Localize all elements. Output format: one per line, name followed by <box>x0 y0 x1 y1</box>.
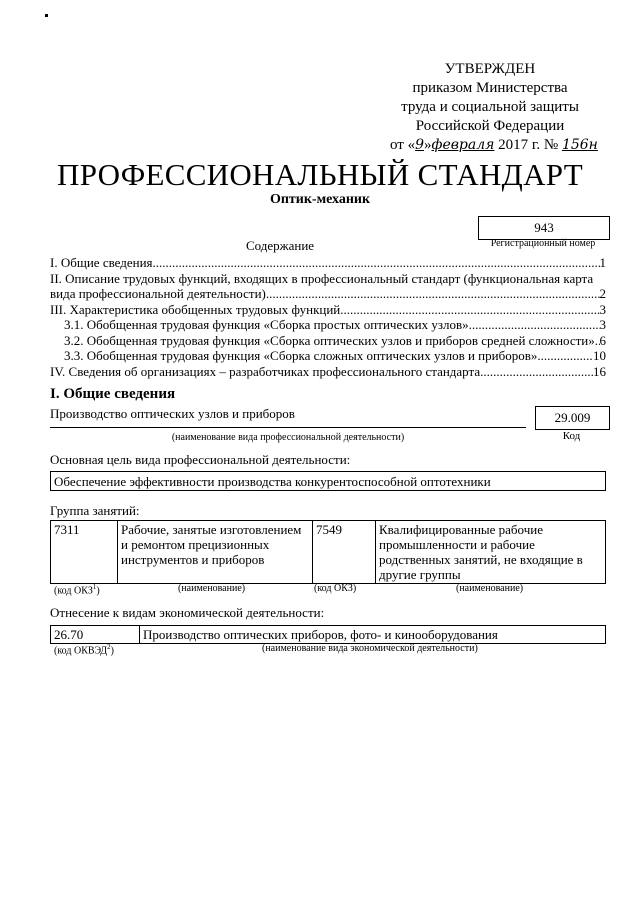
footnote-mark: 2 <box>107 643 111 651</box>
document-subtitle: Оптик-механик <box>269 192 371 207</box>
occupation-group-table <box>50 520 606 584</box>
okved-label: Отнесение к видам экономической деятельности: <box>50 605 325 620</box>
toc-item-page: 1 <box>599 255 606 270</box>
toc-leader <box>153 255 600 271</box>
registration-number-box: 943 <box>478 216 610 240</box>
caption-text: (код ОКЗ <box>54 585 93 597</box>
caption-text: (код ОКВЭД <box>54 645 108 657</box>
order-number-handwritten: 156н <box>561 137 598 153</box>
toc-item-page: 6 <box>599 332 606 348</box>
okved-code-caption <box>54 643 114 656</box>
okz-code-caption: (код ОКЗ) <box>314 583 357 594</box>
okved-table <box>50 625 606 644</box>
toc-item[interactable] <box>50 271 606 287</box>
okved-name-caption: (наименование вида экономической деятельности) <box>262 643 478 654</box>
approval-line-4: Российской Федерации <box>415 118 565 134</box>
toc-item[interactable] <box>50 364 606 380</box>
activity-underline <box>50 427 526 428</box>
occupation-group-label: Группа занятий: <box>50 503 140 518</box>
toc-item-text: III. Характеристика обобщенных трудовых функций <box>50 301 341 317</box>
toc-item-text: IV. Сведения об организациях – разработчиках профессионального стандарта <box>50 363 481 379</box>
toc-item-text: II. Описание трудовых функций, входящих в профессиональный стандарт (функциональная карта <box>50 270 594 286</box>
goal-box: Обеспечение эффективности производства конкурентоспособной оптотехники <box>50 471 606 491</box>
toc-item-text: 3.1. Обобщенная трудовая функция «Сборка простых оптических узлов» <box>64 317 469 332</box>
toc-item[interactable] <box>50 302 606 318</box>
toc-item[interactable] <box>50 255 606 271</box>
toc-item[interactable] <box>50 333 606 349</box>
okved-code-cell: 26.70 <box>51 626 140 644</box>
section-heading: I. Общие сведения <box>50 386 176 402</box>
approval-line-2: приказом Министерства <box>412 80 568 96</box>
toc-leader <box>340 302 599 318</box>
toc-item-text: вида профессиональной деятельности) <box>50 286 266 301</box>
footnote-mark: 1 <box>92 583 97 591</box>
date-day-handwritten: 9 <box>415 137 425 153</box>
toc-item-text: I. Общие сведения <box>50 255 153 270</box>
date-quote: » <box>424 137 432 153</box>
approval-line-1: УТВЕРЖДЕН <box>444 61 536 77</box>
okz-name-caption: (наименование) <box>456 583 524 594</box>
toc-heading: Содержание <box>245 238 315 253</box>
caption-text: ) <box>96 585 100 597</box>
toc-item-continuation[interactable] <box>50 286 606 302</box>
caption-text: ) <box>110 645 114 657</box>
okved-name-cell: Производство оптических приборов, фото- и кинооборудования <box>140 626 606 644</box>
toc-item[interactable] <box>50 317 606 333</box>
toc-item-page: 3 <box>599 317 606 332</box>
toc-leader <box>537 348 593 364</box>
toc-leader <box>469 317 600 333</box>
approval-line-3: труда и социальной защиты <box>401 99 579 115</box>
scan-speck <box>45 14 48 17</box>
okz-name-caption: (наименование) <box>178 583 246 594</box>
toc-item-text: 3.2. Обобщенная трудовая функция «Сборка оптических узлов и приборов средней сложности» <box>64 332 595 348</box>
okz-name-cell: Рабочие, занятые изготовлением и ремонтом прецизионных инструментов и приборов <box>118 521 313 584</box>
activity-caption: (наименование вида профессиональной деятельности) <box>171 432 405 443</box>
date-year: 2017 г. № <box>498 137 559 153</box>
toc-leader <box>480 364 593 380</box>
table-row <box>51 626 606 644</box>
document-title: ПРОФЕССИОНАЛЬНЫЙ СТАНДАРТ <box>57 157 583 192</box>
approval-block <box>390 60 598 155</box>
activity-code-box: 29.009 <box>535 406 610 430</box>
toc-item-page: 2 <box>599 286 606 301</box>
toc-item[interactable] <box>50 348 606 364</box>
activity-name: Производство оптических узлов и приборов <box>50 406 295 421</box>
okz-code-cell: 7311 <box>51 521 118 584</box>
toc-item-text: 3.3. Обобщенная трудовая функция «Сборка сложных оптических узлов и приборов» <box>64 348 538 363</box>
table-row <box>51 521 606 584</box>
okz-name-cell: Квалифицированные рабочие промышленности и рабочие родственных занятий, не входящие в другие группы <box>376 521 606 584</box>
code-caption: Код <box>562 430 581 442</box>
registration-number-label: Регистрационный номер <box>490 238 596 249</box>
goal-label: Основная цель вида профессиональной деятельности: <box>50 452 351 467</box>
date-month-handwritten: февраля <box>431 137 495 153</box>
toc-item-page: 16 <box>593 363 606 379</box>
toc-item-page: 3 <box>599 301 606 317</box>
table-of-contents <box>50 255 606 379</box>
toc-item-page: 10 <box>593 348 606 363</box>
toc-leader <box>266 286 600 302</box>
okz-code-caption <box>54 583 100 596</box>
approval-date-line <box>390 136 598 155</box>
okz-code-cell: 7549 <box>313 521 376 584</box>
date-prefix: от « <box>390 137 416 153</box>
